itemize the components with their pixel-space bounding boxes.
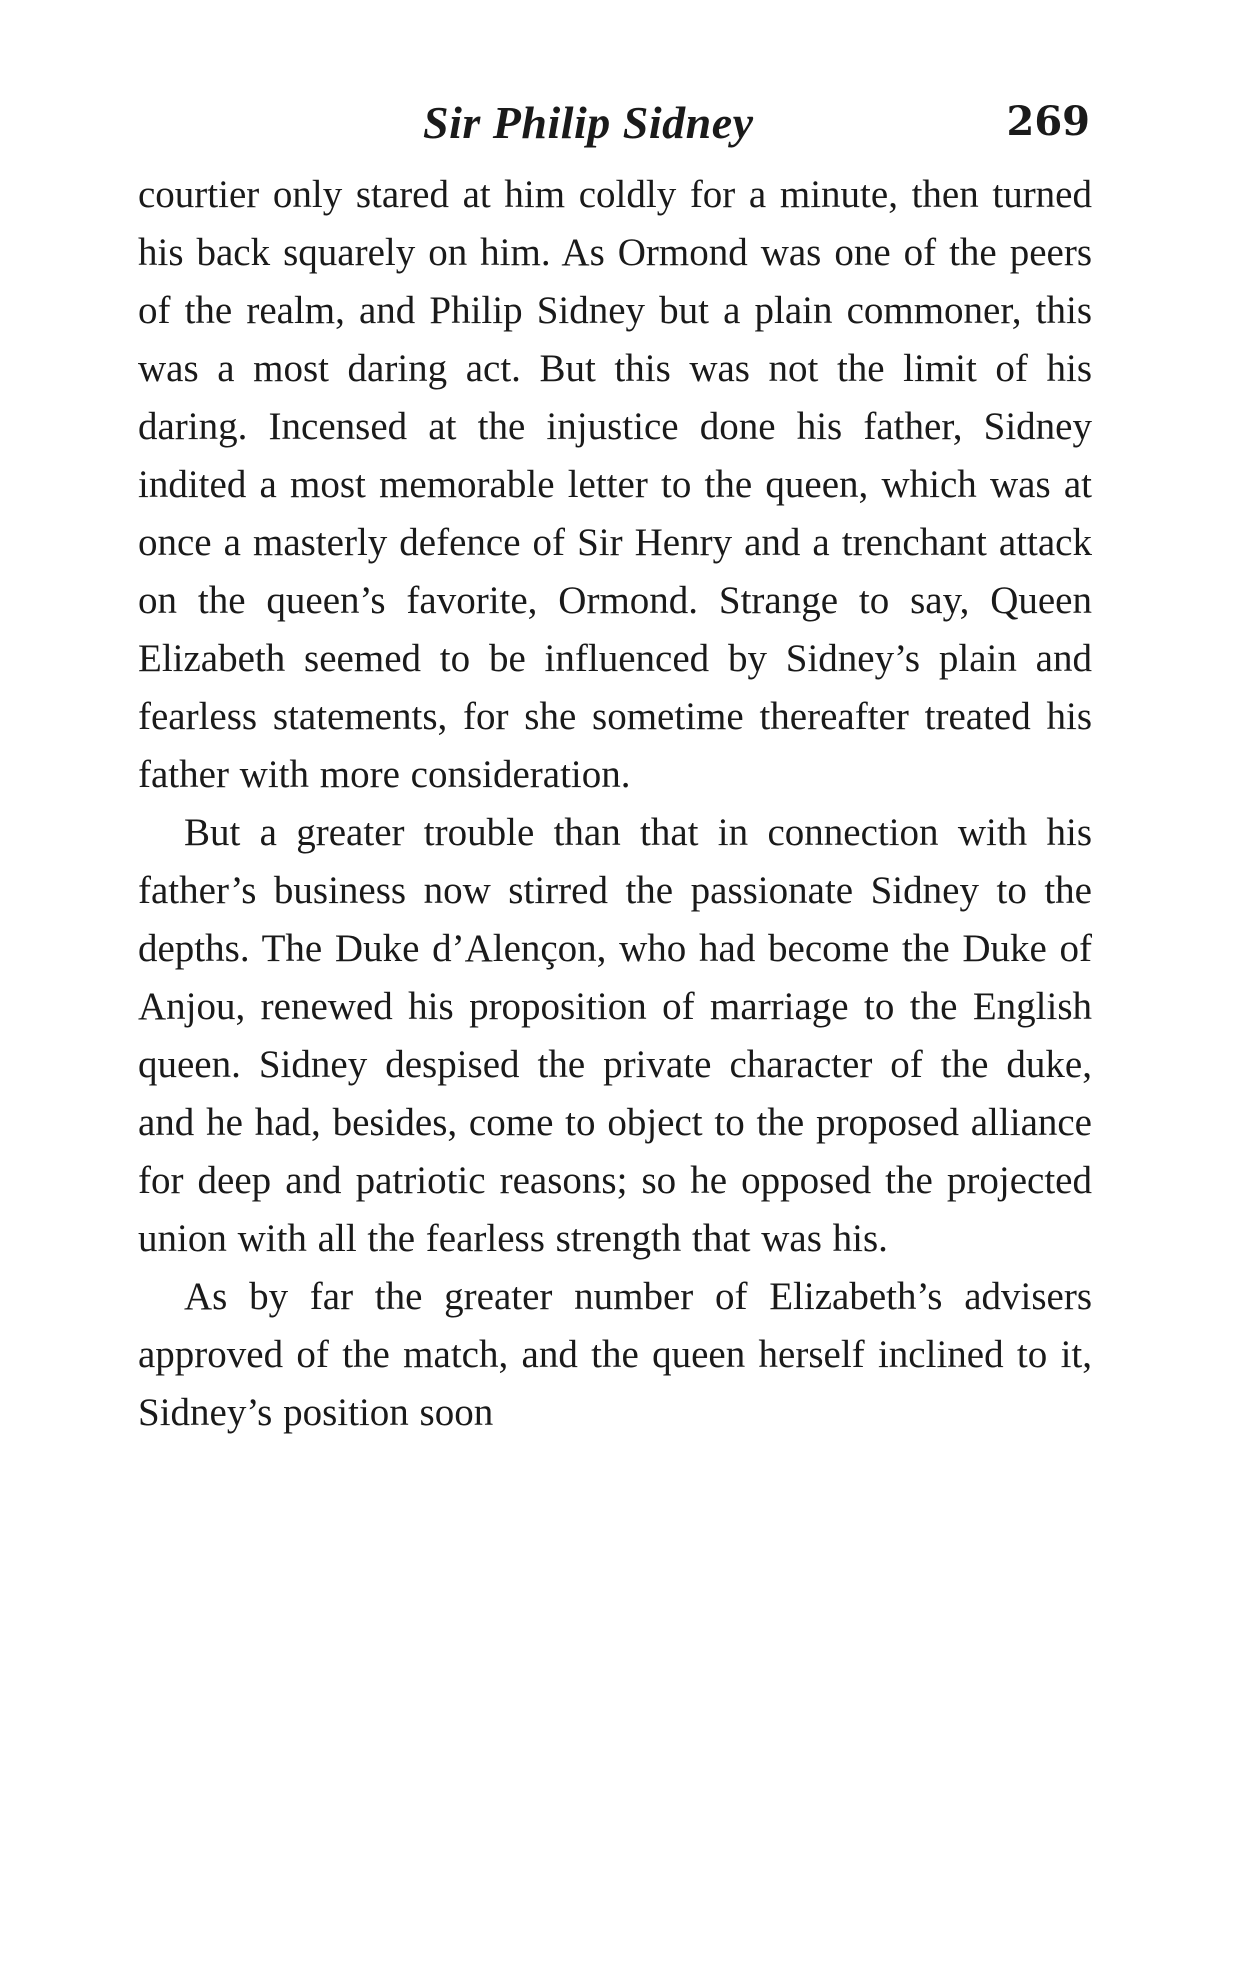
body-text	[138, 166, 1092, 1442]
paragraph-3: As by far the greater number of Elizabeth’s advisers approved of the match, and the queen herself inclined to it, Sidney’s position soon	[138, 1275, 1092, 1434]
running-title: Sir Philip Sidney	[423, 97, 754, 148]
paragraph-1: courtier only stared at him coldly for a minute, then turned his back squarely on him. As Ormond was one of the peers of the realm, and Philip Sidney but a plain commoner, this was a most daring act. But this was not the limit of his daring. Incensed at the injustice done his father, Sidney indited a most memorable letter to the queen, which was at once a masterly defence of Sir Henry and a trenchant attack on the queen’s favorite, Ormond. Strange to say, Queen Elizabeth seemed to be influenced by Sidney’s plain and fearless statements, for she sometime thereafter treated his father with more consideration.	[138, 173, 1092, 796]
running-head	[138, 96, 1092, 156]
book-page	[138, 96, 1092, 1442]
paragraph-2: But a greater trouble than that in connection with his father’s business now stirred the passionate Sidney to the depths. The Duke d’Alençon, who had become the Duke of Anjou, renewed his proposition of marriage to the English queen. Sidney despised the private character of the duke, and he had, besides, come to object to the proposed alliance for deep and patriotic reasons; so he opposed the projected union with all the fearless strength that was his.	[138, 811, 1092, 1260]
page-number: 269	[1006, 98, 1090, 145]
